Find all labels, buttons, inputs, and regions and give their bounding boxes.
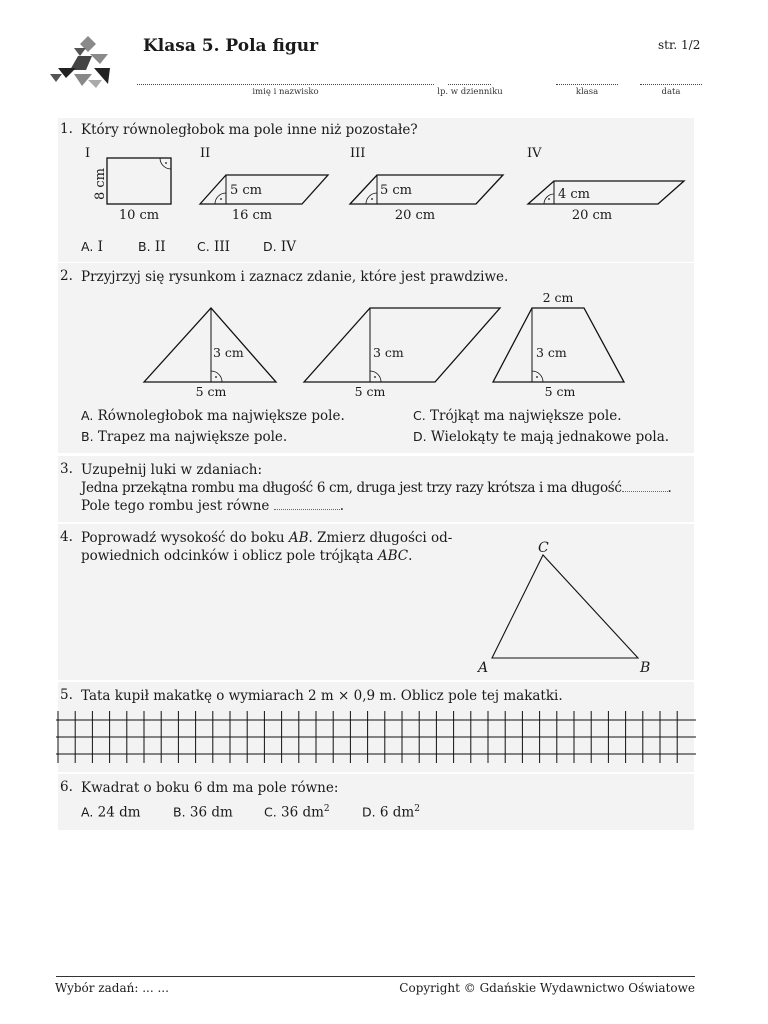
class-field[interactable]: [556, 74, 618, 85]
question-4-text: Poprowadź wysokość do boku AB. Zmierz długości od- powiednich odcinków i oblicz pole trójkąta ABC.: [81, 530, 453, 564]
date-field[interactable]: [640, 74, 702, 85]
figure-1-base-label: 10 cm: [118, 208, 160, 223]
question-5-number: 5.: [60, 687, 73, 703]
register-number-field-label: lp. w dzienniku: [437, 87, 503, 97]
rhombus-area-answer-blank[interactable]: [274, 497, 340, 510]
triangle-base-label: 5 cm: [195, 384, 227, 399]
figure-1-side-label: 8 cm: [93, 167, 108, 201]
question-1-option-b[interactable]: B. II: [138, 239, 166, 255]
question-3-line-3: Pole tego rombu jest równe .: [81, 498, 344, 514]
rhombus-diagonal-answer-blank[interactable]: [622, 479, 668, 492]
triangle-abc[interactable]: [470, 536, 670, 680]
question-1-text: Który równoległobok ma pole inne niż pozostałe?: [81, 122, 418, 138]
footer-copyright: Copyright © Gdańskie Wydawnictwo Oświatowe: [399, 981, 695, 995]
triangle-height-label: 3 cm: [213, 345, 244, 360]
footer-task-selection: Wybór zadań: ... ...: [55, 981, 169, 995]
worksheet-title: Klasa 5. Pola figur: [143, 36, 319, 56]
question-1-number: 1.: [60, 121, 73, 137]
figure-triangle: [144, 308, 276, 382]
question-1-option-c[interactable]: C. III: [197, 239, 230, 255]
figure-3-roman: III: [350, 146, 366, 161]
question-6-option-b[interactable]: B. 36 dm: [173, 804, 233, 821]
question-6-number: 6.: [60, 779, 73, 795]
question-3-line-2: Jedna przekątna rombu ma długość 6 cm, druga jest trzy razy krótsza i ma długość .: [81, 480, 672, 496]
vertex-c-label: C: [538, 540, 549, 556]
figure-2-parallelogram: [200, 175, 328, 204]
figure-2-roman: II: [200, 146, 211, 161]
trapezoid-top-label: 2 cm: [542, 290, 574, 305]
question-1-option-d[interactable]: D. IV: [263, 239, 296, 255]
figure-4-height-label: 4 cm: [558, 187, 591, 202]
page-number: str. 1/2: [658, 38, 701, 52]
figure-4-parallelogram: [528, 181, 684, 204]
question-1-option-a[interactable]: A. I: [81, 239, 103, 255]
figure-1-rectangle: [107, 158, 171, 204]
question-2-option-c[interactable]: C. Trójkąt ma największe pole.: [413, 408, 622, 424]
register-number-field[interactable]: [448, 74, 491, 85]
question-4-number: 4.: [60, 529, 73, 545]
name-field-label: imię i nazwisko: [252, 87, 319, 97]
figure-4-base-label: 20 cm: [571, 208, 613, 223]
answer-grid[interactable]: [56, 711, 696, 763]
vertex-b-label: B: [640, 660, 651, 676]
figure-3-parallelogram: [350, 175, 503, 204]
question-3-number: 3.: [60, 461, 73, 477]
question-6-text: Kwadrat o boku 6 dm ma pole równe:: [81, 780, 339, 796]
question-2-option-d[interactable]: D. Wielokąty te mają jednakowe pola.: [413, 429, 670, 445]
question-2-text: Przyjrzyj się rysunkom i zaznacz zdanie, które jest prawdziwe.: [81, 269, 509, 285]
question-5-text: Tata kupił makatkę o wymiarach 2 m × 0,9 m. Oblicz pole tej makatki.: [81, 688, 563, 704]
parallelogram-base-label: 5 cm: [354, 384, 386, 399]
question-2-number: 2.: [60, 268, 73, 284]
figure-3-height-label: 5 cm: [380, 183, 413, 198]
question-2-option-b[interactable]: B. Trapez ma największe pole.: [81, 429, 288, 445]
figure-4-roman: IV: [527, 146, 542, 161]
figure-2-base-label: 16 cm: [231, 208, 273, 223]
question-1-figures: [80, 140, 700, 226]
question-6-option-d[interactable]: D. 6 $dm^2$: [362, 804, 420, 821]
vertex-a-label: A: [478, 660, 489, 676]
question-2-figures: [130, 288, 640, 402]
parallelogram-height-label: 3 cm: [373, 345, 404, 360]
trapezoid-height-label: 3 cm: [536, 345, 567, 360]
figure-3-base-label: 20 cm: [394, 208, 436, 223]
date-field-label: data: [661, 87, 681, 97]
name-field[interactable]: [137, 74, 434, 85]
figure-1-roman: I: [85, 146, 91, 161]
question-3-line-1: Uzupełnij luki w zdaniach:: [81, 462, 262, 478]
publisher-logo: [48, 34, 116, 90]
question-2-option-a[interactable]: A. Równoległobok ma największe pole.: [81, 408, 345, 424]
question-6-option-c[interactable]: C. 36 $dm^2$: [264, 804, 330, 821]
class-field-label: klasa: [575, 87, 599, 97]
trapezoid-base-label: 5 cm: [544, 384, 576, 399]
footer-divider: [56, 976, 695, 977]
question-6-option-a[interactable]: A. 24 dm: [81, 804, 141, 821]
figure-2-height-label: 5 cm: [230, 183, 263, 198]
